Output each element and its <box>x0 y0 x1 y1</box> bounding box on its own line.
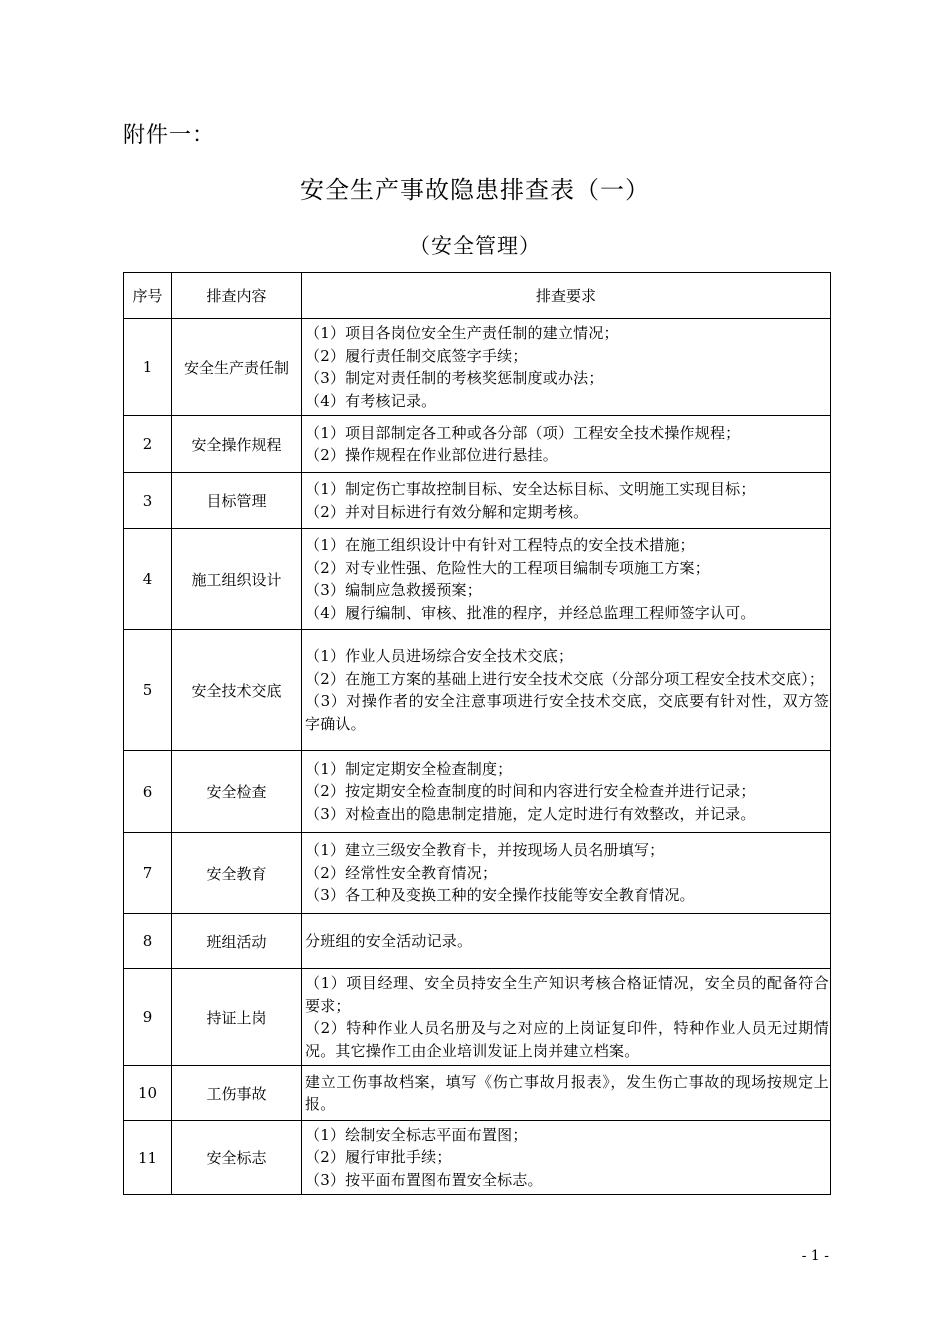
requirement-line: （1）作业人员进场综合安全技术交底； <box>305 647 574 665</box>
inspection-item: 工伤事故 <box>172 1066 302 1121</box>
inspection-item: 安全教育 <box>172 833 302 914</box>
requirement-line: （3）各工种及变换工种的安全操作技能等安全教育情况。 <box>305 886 695 905</box>
page-number: - 1 - <box>801 1248 829 1264</box>
table-row <box>124 416 831 473</box>
inspection-requirements <box>302 473 831 529</box>
inspection-table <box>123 272 831 1195</box>
inspection-requirements <box>302 416 831 473</box>
table-row <box>124 473 831 529</box>
requirement-line: （2）对专业性强、危险性大的工程项目编制专项施工方案； <box>305 558 710 577</box>
table-row <box>124 1121 831 1195</box>
requirement-line: （3）编制应急救援预案； <box>305 581 482 599</box>
requirement-line: （3）对操作者的安全注意事项进行安全技术交底，交底要有针对性，双方签字确认。 <box>305 692 829 733</box>
table-row <box>124 529 831 630</box>
table-header-row <box>124 273 831 319</box>
table-row <box>124 630 831 751</box>
requirement-line: （2）特种作业人员名册及与之对应的上岗证复印件，特种作业人员无过期情况。其它操作工由企业培训发证上岗并建立档案。 <box>305 1019 829 1060</box>
row-number: 6 <box>124 751 172 833</box>
requirement-line: （2）履行责任制交底签字手续； <box>305 346 528 365</box>
table-row <box>124 833 831 914</box>
requirement-line: （2）在施工方案的基础上进行安全技术交底（分部分项工程安全技术交底）； <box>305 669 825 688</box>
inspection-requirements <box>302 319 831 416</box>
inspection-item: 班组活动 <box>172 914 302 969</box>
table-row <box>124 1066 831 1121</box>
requirement-line: （1）绘制安全标志平面布置图； <box>305 1125 528 1144</box>
row-number: 4 <box>124 529 172 630</box>
inspection-item: 目标管理 <box>172 473 302 529</box>
requirement-line: （3）对检查出的隐患制定措施，定人定时进行有效整改，并记录。 <box>305 804 756 823</box>
requirement-line: （1）项目部制定各工种或各分部（项）工程安全技术操作规程； <box>305 423 741 442</box>
inspection-item: 安全生产责任制 <box>172 319 302 416</box>
requirement-line: （1）制定伤亡事故控制目标、安全达标目标、文明施工实现目标； <box>305 480 756 498</box>
row-number: 7 <box>124 833 172 914</box>
inspection-item: 安全标志 <box>172 1121 302 1195</box>
inspection-item: 施工组织设计 <box>172 529 302 630</box>
row-number: 3 <box>124 473 172 529</box>
inspection-item: 安全技术交底 <box>172 630 302 751</box>
requirement-line: （1）项目经理、安全员持安全生产知识考核合格证情况，安全员的配备符合要求； <box>305 974 829 1015</box>
requirement-line: （1）在施工组织设计中有针对工程特点的安全技术措施； <box>305 536 695 554</box>
requirement-line: （2）并对目标进行有效分解和定期考核。 <box>305 502 589 521</box>
row-number: 2 <box>124 416 172 473</box>
column-header-requirements: 排查要求 <box>302 273 831 319</box>
requirement-line: （4）有考核记录。 <box>305 391 437 410</box>
document-title: 安全生产事故隐患排查表（一） <box>300 176 650 204</box>
requirement-line: （2）履行审批手续； <box>305 1148 452 1167</box>
attachment-label: 附件一： <box>123 123 216 148</box>
column-header-number: 序号 <box>124 273 172 319</box>
table-row <box>124 914 831 969</box>
requirement-line: （4）履行编制、审核、批准的程序，并经总监理工程师签字认可。 <box>305 603 756 622</box>
row-number: 10 <box>124 1066 172 1121</box>
requirement-line: 分班组的安全活动记录。 <box>305 931 473 950</box>
requirement-line: （1）制定定期安全检查制度； <box>305 759 513 778</box>
inspection-requirements <box>302 630 831 751</box>
requirement-line: （3）按平面布置图布置安全标志。 <box>305 1170 543 1189</box>
requirement-line: 建立工伤事故档案，填写《伤亡事故月报表》，发生伤亡事故的现场按规定上报。 <box>305 1072 829 1113</box>
requirement-line: （3）制定对责任制的考核奖惩制度或办法； <box>305 369 604 387</box>
inspection-item: 持证上岗 <box>172 969 302 1066</box>
inspection-requirements <box>302 914 831 969</box>
requirement-line: （2）经常性安全教育情况； <box>305 863 498 882</box>
column-header-item: 排查内容 <box>172 273 302 319</box>
table-row <box>124 969 831 1066</box>
inspection-requirements <box>302 529 831 630</box>
requirement-line: （2）按定期安全检查制度的时间和内容进行安全检查并进行记录； <box>305 782 756 801</box>
requirement-line: （1）项目各岗位安全生产责任制的建立情况； <box>305 324 619 342</box>
row-number: 5 <box>124 630 172 751</box>
inspection-requirements <box>302 1066 831 1121</box>
document-subtitle: （安全管理） <box>409 234 541 258</box>
row-number: 8 <box>124 914 172 969</box>
row-number: 11 <box>124 1121 172 1195</box>
inspection-item: 安全检查 <box>172 751 302 833</box>
table-row <box>124 751 831 833</box>
table-row <box>124 319 831 416</box>
requirement-line: （1）建立三级安全教育卡，并按现场人员名册填写； <box>305 841 665 860</box>
inspection-requirements <box>302 751 831 833</box>
inspection-requirements <box>302 1121 831 1195</box>
inspection-requirements <box>302 833 831 914</box>
requirement-line: （2）操作规程在作业部位进行悬挂。 <box>305 446 558 464</box>
inspection-item: 安全操作规程 <box>172 416 302 473</box>
inspection-requirements <box>302 969 831 1066</box>
row-number: 9 <box>124 969 172 1066</box>
row-number: 1 <box>124 319 172 416</box>
